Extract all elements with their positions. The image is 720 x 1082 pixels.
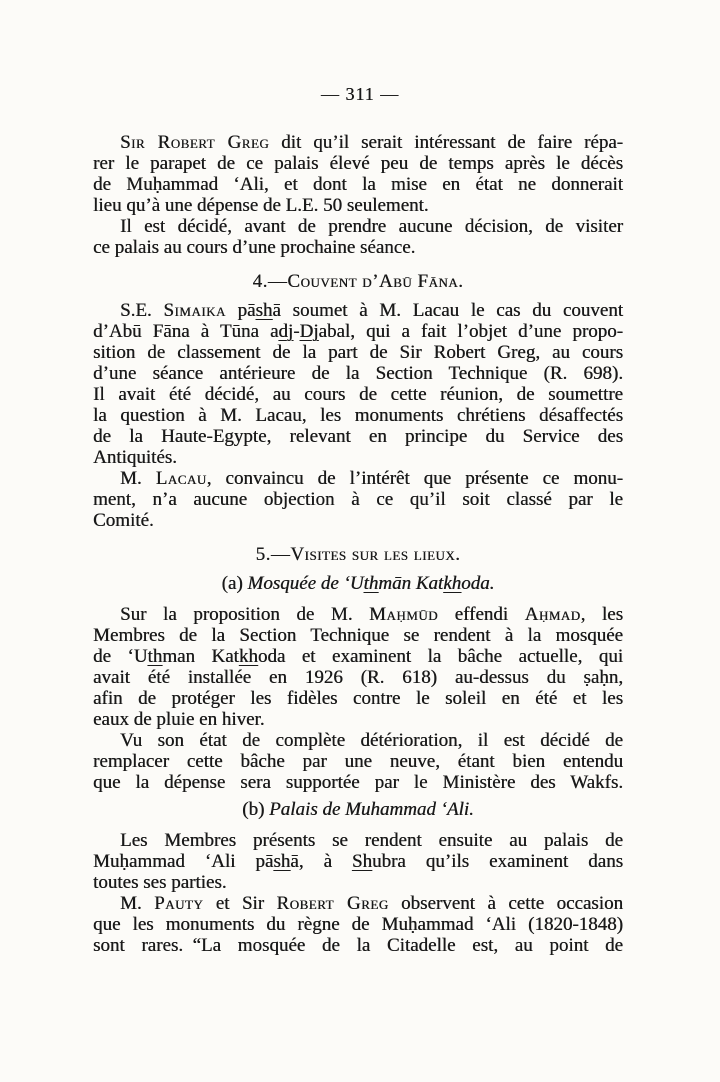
- text-segment: Il avait été décidé, au cours de cette réunion, de soumettre: [93, 384, 623, 405]
- text-line: [93, 153, 623, 174]
- text-segment: mān Kat: [378, 573, 444, 594]
- text-segment: M.: [120, 468, 156, 489]
- text-segment: afin de protéger les fidèles contre le soleil en été et les: [93, 688, 623, 709]
- text-segment: abal, qui a fait l’objet d’une propo-: [318, 321, 623, 342]
- paragraph: [93, 893, 623, 956]
- text-segment: Palais de Muhammad ‘Ali.: [269, 799, 474, 820]
- text-line: [93, 709, 623, 730]
- text-segment: Membres de la Section Technique se rendent à la mosquée: [93, 625, 623, 646]
- text-line: [93, 772, 623, 793]
- text-line: [93, 447, 623, 468]
- text-line: [93, 216, 623, 237]
- text-line: [93, 751, 623, 772]
- text-segment: sh: [255, 300, 273, 321]
- text-line: [93, 604, 623, 625]
- text-line: [93, 851, 623, 872]
- text-line: [93, 405, 623, 426]
- text-segment: rer le parapet de ce palais élevé peu de temps après le décès: [93, 153, 623, 174]
- text-segment: Aḥmad: [524, 604, 581, 625]
- text-segment: Les Membres présents se rendent ensuite au palais de: [120, 830, 623, 851]
- text-segment: Sh: [351, 851, 372, 872]
- text-segment: Sur la proposition de M.: [120, 604, 370, 625]
- text-line: [93, 646, 623, 667]
- text-segment: th: [147, 646, 163, 667]
- text-segment: ment, n’a aucune objection à ce qu’il soit classé par le: [93, 489, 623, 510]
- text-segment: sh: [273, 851, 291, 872]
- text-segment: effendi: [438, 604, 525, 625]
- text-segment: -: [293, 321, 300, 342]
- text-segment: que la dépense sera supportée par le Ministère des Wakfs.: [93, 772, 623, 793]
- text-segment: Maḥmūd: [369, 604, 439, 625]
- paragraph: [93, 468, 623, 531]
- text-line: [93, 667, 623, 688]
- text-segment: th: [363, 573, 379, 594]
- text-segment: d’une séance antérieure de la Section Technique (R. 698).: [93, 363, 623, 384]
- text-line: [93, 893, 623, 914]
- text-segment: ce palais au cours d’une prochaine séance.: [93, 237, 416, 258]
- text-segment: , convaincu de l’intérêt que présente ce monu-: [206, 468, 623, 489]
- text-segment: sition de classement de la part de Sir Robert Greg, au cours: [93, 342, 623, 363]
- text-segment: observent à cette occasion: [388, 893, 623, 914]
- text-line: [93, 321, 623, 342]
- text-line: [93, 363, 623, 384]
- text-segment: Robert Greg: [276, 893, 389, 914]
- text-segment: kh: [443, 573, 462, 594]
- text-line: [93, 914, 623, 935]
- text-line: [93, 830, 623, 851]
- text-segment: sont rares. “La mosquée de la Citadelle est, au point de: [93, 935, 623, 956]
- text-segment: eaux de pluie en hiver.: [93, 709, 265, 730]
- text-line: [93, 730, 623, 751]
- text-line: [93, 468, 623, 489]
- text-segment: (a): [221, 573, 248, 594]
- text-line: [93, 872, 623, 893]
- paragraph: [93, 830, 623, 893]
- text-segment: Simaika: [163, 300, 226, 321]
- text-segment: dj: [278, 321, 294, 342]
- text-line: [93, 489, 623, 510]
- text-segment: et Sir: [203, 893, 277, 914]
- text-line: [93, 625, 623, 646]
- text-segment: (b): [242, 799, 270, 820]
- text-line: [93, 195, 623, 216]
- text-segment: lieu qu’à une dépense de L.E. 50 seulement.: [93, 195, 429, 216]
- text-segment: ubra qu’ils examinent dans: [371, 851, 623, 872]
- paragraph: [93, 216, 623, 258]
- text-segment: Pauty: [154, 893, 204, 914]
- text-segment: Muḥammad ‘Ali pā: [93, 851, 274, 872]
- text-segment: la question à M. Lacau, les monuments chrétiens désaffectés: [93, 405, 623, 426]
- text-segment: d’Abū Fāna à Tūna a: [93, 321, 279, 342]
- text-segment: de la Haute-Egypte, relevant en principe du Service des: [93, 426, 623, 447]
- text-segment: kh: [238, 646, 258, 667]
- page-content: [93, 132, 623, 956]
- page-number: — 311 —: [320, 84, 400, 104]
- text-segment: Il est décidé, avant de prendre aucune décision, de visiter: [120, 216, 623, 237]
- paragraph: [93, 132, 623, 216]
- subsection-heading: [93, 799, 623, 820]
- text-segment: de Muḥammad ‘Ali, et dont la mise en état ne donnerait: [93, 174, 623, 195]
- text-segment: Lacau: [155, 468, 207, 489]
- text-segment: ā, à: [290, 851, 352, 872]
- section-heading: [93, 544, 623, 565]
- text-segment: que les monuments du règne de Muḥammad ‘Ali (1820-1848): [93, 914, 623, 935]
- text-segment: , les: [580, 604, 623, 625]
- text-segment: Antiquités.: [93, 447, 177, 468]
- text-segment: Comité.: [93, 510, 154, 531]
- text-segment: 4.—Couvent d’Abū Fāna.: [252, 271, 464, 292]
- text-segment: oda et examinent la bâche actuelle, qui: [257, 646, 623, 667]
- text-segment: pā: [225, 300, 256, 321]
- text-line: [93, 688, 623, 709]
- text-segment: man Kat: [162, 646, 239, 667]
- text-segment: dit qu’il serait intéressant de faire répa-: [269, 132, 624, 153]
- paragraph: [93, 730, 623, 793]
- subsection-heading: [93, 573, 623, 594]
- text-line: [93, 384, 623, 405]
- text-line: [93, 342, 623, 363]
- text-line: [93, 132, 623, 153]
- section-heading: [93, 271, 623, 292]
- text-segment: Sir Robert Greg: [120, 132, 270, 153]
- text-segment: avait été installée en 1926 (R. 618) au-dessus du ṣaḥn,: [93, 667, 623, 688]
- text-segment: Mosquée de ‘U: [247, 573, 364, 594]
- text-line: [93, 300, 623, 321]
- text-segment: de ‘U: [93, 646, 148, 667]
- text-segment: toutes ses parties.: [93, 872, 227, 893]
- text-line: [93, 237, 623, 258]
- text-line: [93, 510, 623, 531]
- text-segment: M.: [120, 893, 155, 914]
- paragraph: [93, 604, 623, 730]
- text-segment: Dj: [299, 321, 319, 342]
- text-line: [93, 935, 623, 956]
- text-segment: remplacer cette bâche par une neuve, étant bien entendu: [93, 751, 623, 772]
- text-segment: S.E.: [120, 300, 164, 321]
- text-segment: Vu son état de complète détérioration, il est décidé de: [120, 730, 623, 751]
- text-line: [93, 174, 623, 195]
- text-segment: oda.: [461, 573, 495, 594]
- paragraph: [93, 300, 623, 468]
- text-line: [93, 426, 623, 447]
- text-segment: ā soumet à M. Lacau le cas du couvent: [272, 300, 623, 321]
- text-segment: 5.—Visites sur les lieux.: [255, 544, 461, 565]
